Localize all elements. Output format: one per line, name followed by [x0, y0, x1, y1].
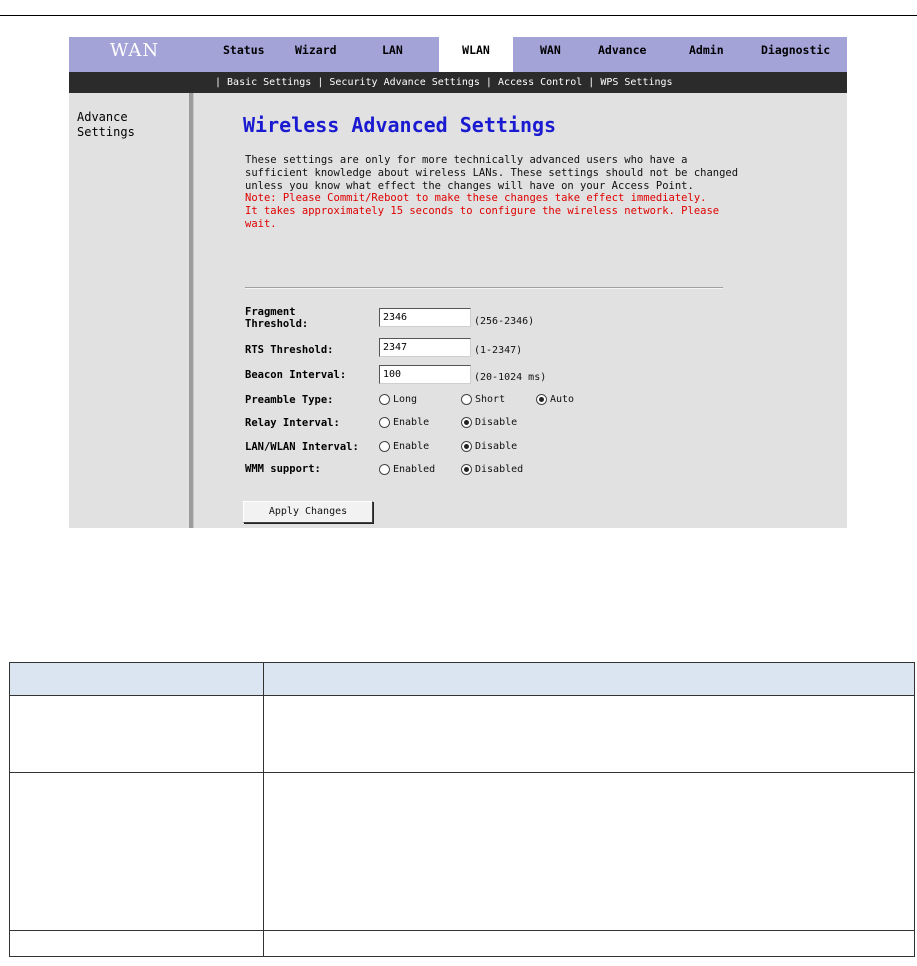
table-row [10, 696, 915, 773]
radio-checked-icon [461, 464, 472, 475]
rts-threshold-input[interactable]: 2347 [379, 338, 471, 357]
relay-interval-label: Relay Interval: [245, 417, 340, 429]
nav-wlan[interactable]: WLAN [439, 37, 513, 72]
section-divider [245, 287, 723, 289]
relay-disable-radio[interactable] [461, 417, 517, 428]
nav-advance[interactable]: Advance [598, 43, 647, 57]
page-top-rule [0, 15, 917, 16]
wait-note: It takes approximately 15 seconds to configure the wireless network. Please wait. [245, 205, 720, 230]
nav-wan[interactable]: WAN [540, 43, 561, 57]
rts-threshold-label: RTS Threshold: [245, 344, 334, 356]
radio-unchecked-icon [379, 417, 390, 428]
radio-label: Long [393, 394, 418, 405]
radio-label: Short [475, 394, 506, 405]
radio-unchecked-icon [461, 394, 472, 405]
radio-label: Auto [550, 394, 575, 405]
table-header-row [10, 663, 915, 696]
top-navigation [69, 37, 847, 72]
fragment-threshold-input[interactable]: 2346 [379, 308, 471, 327]
description-text: These settings are only for more technically advanced users who have a sufficient knowledge about wireless LANs. These settings should not be changed unless you know what effect the changes will have on your Access Point. [245, 154, 739, 192]
table-cell [10, 696, 264, 773]
sidebar-item-advance-settings[interactable]: Advance Settings [77, 110, 135, 139]
lan-wlan-interval-label: LAN/WLAN Interval: [245, 441, 359, 453]
page-title: Wireless Advanced Settings [243, 113, 557, 137]
radio-checked-icon [461, 417, 472, 428]
table-row [10, 773, 915, 931]
beacon-interval-input[interactable]: 100 [379, 365, 471, 384]
radio-label: Disable [475, 441, 518, 452]
rts-threshold-hint: (1-2347) [474, 345, 523, 356]
radio-label: Disable [475, 417, 518, 428]
radio-unchecked-icon [379, 394, 390, 405]
wmm-support-label: WMM support: [245, 463, 321, 475]
page-description [245, 154, 745, 231]
table-header-cell [264, 663, 915, 696]
radio-label: Enable [393, 441, 430, 452]
table-cell [264, 696, 915, 773]
beacon-interval-hint: (20-1024 ms) [474, 372, 547, 383]
wmm-disabled-radio[interactable] [461, 464, 523, 475]
sub-navigation[interactable]: | Basic Settings | Security Advance Settings | Access Control | WPS Settings [69, 72, 847, 93]
preamble-auto-radio[interactable] [536, 394, 574, 405]
relay-enable-radio[interactable] [379, 417, 429, 428]
preamble-type-label: Preamble Type: [245, 394, 334, 406]
table-row [10, 931, 915, 957]
table-cell [264, 931, 915, 957]
nav-admin[interactable]: Admin [689, 43, 724, 57]
apply-changes-button[interactable]: Apply Changes [243, 501, 373, 523]
nav-wizard[interactable]: Wizard [295, 43, 337, 57]
radio-label: Disabled [475, 464, 524, 475]
table-cell [10, 931, 264, 957]
lanwlan-disable-radio[interactable] [461, 441, 517, 452]
nav-lan[interactable]: LAN [382, 43, 403, 57]
table-cell [10, 773, 264, 931]
sidebar-divider-highlight [193, 93, 194, 528]
radio-checked-icon [461, 441, 472, 452]
preamble-short-radio[interactable] [461, 394, 505, 405]
lanwlan-enable-radio[interactable] [379, 441, 429, 452]
fragment-threshold-label: Fragment Threshold: [245, 306, 309, 330]
radio-label: Enable [393, 417, 430, 428]
parameter-table [9, 662, 915, 957]
table-header-cell [10, 663, 264, 696]
nav-diagnostic[interactable]: Diagnostic [761, 43, 831, 57]
brand-label: WAN [109, 40, 160, 61]
router-screenshot [69, 37, 847, 528]
wmm-enabled-radio[interactable] [379, 464, 435, 475]
radio-unchecked-icon [379, 464, 390, 475]
table-cell [264, 773, 915, 931]
commit-note: Note: Please Commit/Reboot to make these changes take effect immediately. [245, 192, 707, 205]
beacon-interval-label: Beacon Interval: [245, 369, 347, 381]
radio-checked-icon [536, 394, 547, 405]
nav-status[interactable]: Status [223, 43, 265, 57]
radio-unchecked-icon [379, 441, 390, 452]
radio-label: Enabled [393, 464, 436, 475]
preamble-long-radio[interactable] [379, 394, 417, 405]
fragment-threshold-hint: (256-2346) [474, 316, 535, 327]
